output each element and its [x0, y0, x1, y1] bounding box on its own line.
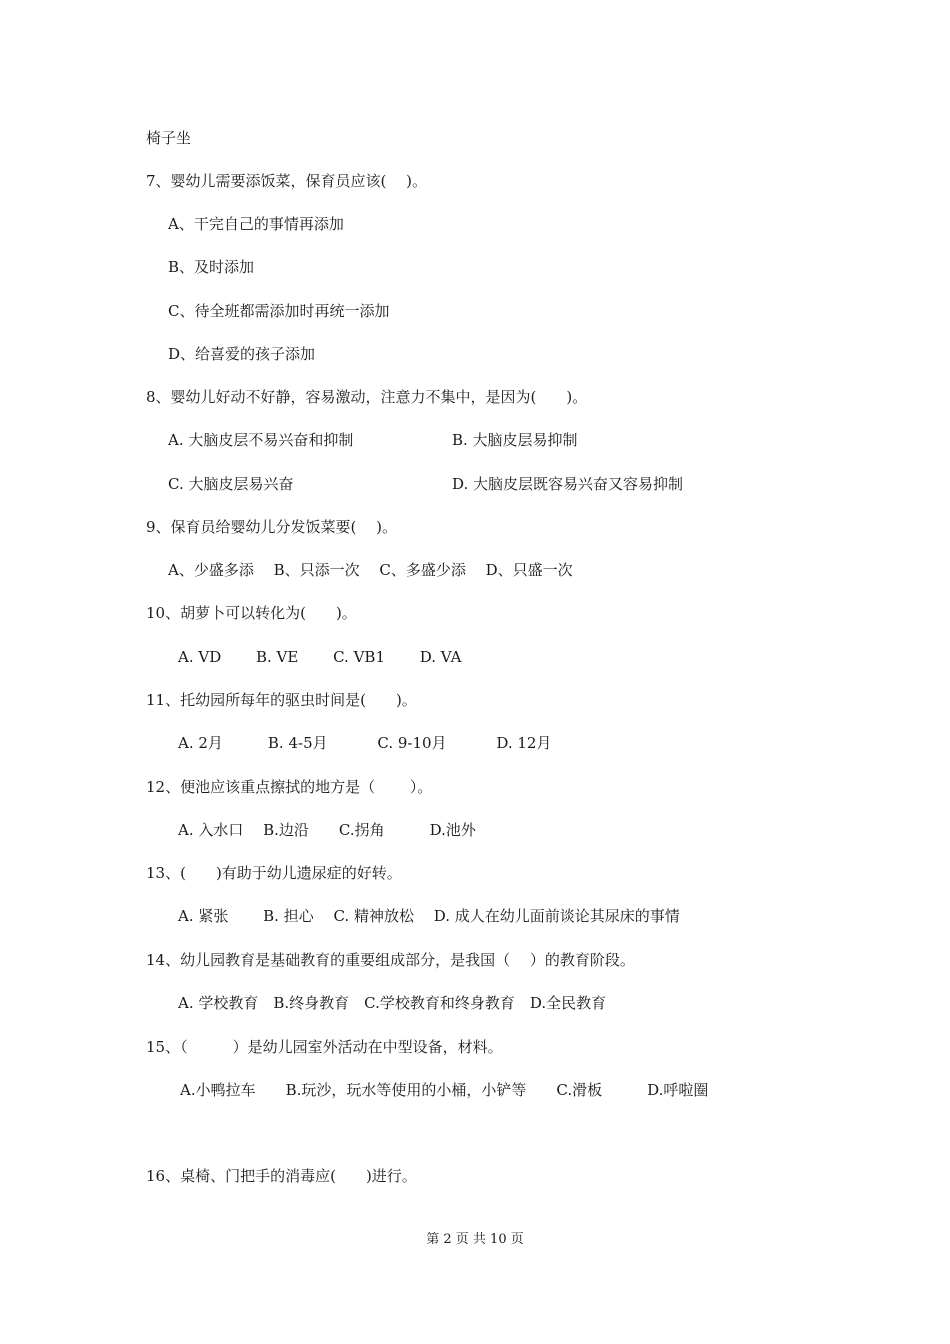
q15-options: A.小鸭拉车 B.玩沙，玩水等使用的小桶，小铲等 C.滑板 D.呼啦圈 [180, 1081, 709, 1099]
q12-options: A. 入水口 B.边沿 C.拐角 D.池外 [178, 821, 476, 839]
question-13: 13、( )有助于幼儿遗尿症的好转。 [146, 864, 402, 882]
page-footer: 第 2 页 共 10 页 [426, 1232, 524, 1247]
question-10: 10、胡萝卜可以转化为( )。 [146, 604, 357, 622]
continued-text: 椅子坐 [146, 129, 192, 147]
question-8: 8、婴幼儿好动不好静，容易激动，注意力不集中，是因为( )。 [146, 388, 588, 406]
q7-option-d: D、给喜爱的孩子添加 [168, 345, 316, 363]
question-9: 9、保育员给婴幼儿分发饭菜要( )。 [146, 518, 398, 536]
q9-options: A、少盛多添 B、只添一次 C、多盛少添 D、只盛一次 [168, 561, 573, 579]
q11-options: A. 2月 B. 4-5月 C. 9-10月 D. 12月 [178, 734, 552, 752]
question-14: 14、幼儿园教育是基础教育的重要组成部分，是我国（ ）的教育阶段。 [146, 951, 635, 969]
q13-options: A. 紧张 B. 担心 C. 精神放松 D. 成人在幼儿面前谈论其尿床的事情 [178, 907, 680, 925]
q8-option-c: C. 大脑皮层易兴奋 [168, 475, 294, 493]
q8-option-a: A. 大脑皮层不易兴奋和抑制 [168, 431, 354, 449]
question-7: 7、婴幼儿需要添饭菜，保育员应该( )。 [146, 172, 428, 190]
question-11: 11、托幼园所每年的驱虫时间是( )。 [146, 691, 417, 709]
question-15: 15、（ ）是幼儿园室外活动在中型设备，材料。 [146, 1038, 503, 1056]
q7-option-b: B、及时添加 [168, 258, 255, 276]
question-12: 12、便池应该重点擦拭的地方是（ ）。 [146, 778, 433, 796]
question-16: 16、桌椅、门把手的消毒应( )进行。 [146, 1167, 417, 1185]
q7-option-c: C、待全班都需添加时再统一添加 [168, 302, 390, 320]
q10-options: A. VD B. VE C. VB1 D. VA [178, 648, 462, 666]
q7-option-a: A、干完自己的事情再添加 [168, 215, 344, 233]
q14-options: A. 学校教育 B.终身教育 C.学校教育和终身教育 D.全民教育 [178, 994, 607, 1012]
q8-option-b: B. 大脑皮层易抑制 [452, 431, 578, 449]
q8-option-d: D. 大脑皮层既容易兴奋又容易抑制 [452, 475, 684, 493]
